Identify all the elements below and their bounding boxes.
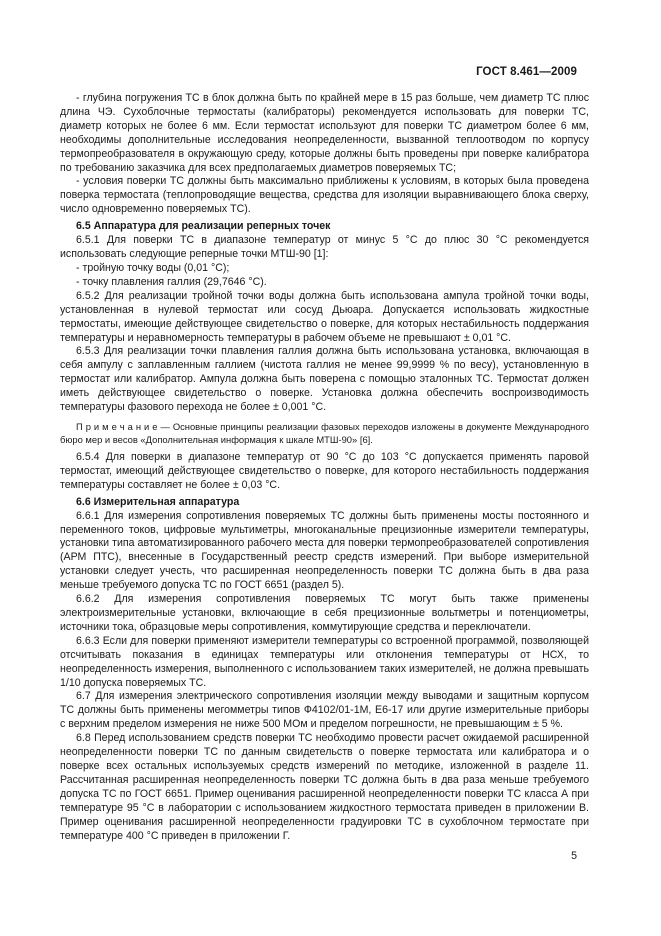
- note: П р и м е ч а н и е — Основные принципы реализации фазовых переходов изложены в документе Международного бюро мер и весов «Дополнительная информация к шкале МТШ-90» [6].: [60, 420, 589, 445]
- section-heading: 6.5 Аппаратура для реализации реперных точек: [76, 220, 331, 233]
- paragraph: 6.6.2 Для измерения сопротивления поверяемых ТС могут быть также применены электроизмерительные установки, включающие в себя прецизионные вольтметры и потенциометры, источники тока, образцовые меры сопротивления, коммутирующие средства и переключатели.: [60, 593, 589, 633]
- paragraph: 6.5.2 Для реализации тройной точки воды должна быть использована ампула тройной точки воды, установленная в нулевой термостат или сосуд Дьюара. Допускается использовать жидкостные термостаты, имеющие действующее свидетельство о поверке, для которых нестабильность поддержания температуры и неравномерность температуры в рабочем объеме не превышают ± 0,01 °С.: [60, 289, 589, 344]
- paragraph: 6.5.4 Для поверки в диапазоне температур от 90 °С до 103 °С допускается применять паровой термостат, имеющий действующее свидетельство о поверке, для которого нестабильность поддержания температуры составляет не более ± 0,03 °С.: [60, 450, 589, 491]
- document-body: [60, 92, 589, 843]
- paragraph: 6.5.3 Для реализации точки плавления галлия должна быть использована установка, включающая в себя ампулу с заплавленным галлием (чистота галлия не менее 99,9999 % по весу), установленную в термостат или калибратор. Ампула должна быть поверена с помощью эталонных ТС. Термостат должен иметь действующее свидетельство о поверке. Установка должна обеспечить воспроизводимость температуры фазового перехода не более ± 0,001 °С.: [60, 345, 589, 414]
- list-item: - тройную точку воды (0,01 °С);: [76, 261, 230, 274]
- page-number: 5: [571, 850, 577, 862]
- paragraph: 6.5.1 Для поверки ТС в диапазоне температур от минус 5 °С до плюс 30 °С рекомендуется использовать следующие реперные точки МТШ-90 [1]:: [60, 234, 589, 261]
- paragraph: 6.6.1 Для измерения сопротивления поверяемых ТС должны быть применены мосты постоянного и переменного токов, цифровые мультиметры, многоканальные прецизионные измерители температуры, установки типа автоматизированного рабочего места для поверки термопреобразователей сопротивления (АРМ ПТС), внесенные в Государственный реестр средств измерений. При выборе измерительной установки следует учесть, что расширенная неопределенность поверки ТС должна быть в два раза меньше требуемого допуска ТС по ГОСТ 6651 (раздел 5).: [60, 509, 589, 592]
- section-heading: 6.6 Измерительная аппаратура: [76, 495, 240, 508]
- paragraph: 6.6.3 Если для поверки применяют измерители температуры со встроенной программой, позволяющей отсчитывать показания в единицах температуры или отклонения температуры от НСХ, то неопределенность измерения, выполненного с использованием таких измерителей, не должна превышать 1/10 допуска поверяемых ТС.: [60, 634, 589, 689]
- paragraph: 6.8 Перед использованием средств поверки ТС необходимо провести расчет ожидаемой расширенной неопределенности поверки ТС по данным свидетельств о поверке термостата или калибратора и о поверке всех остальных используемых средств измерений по методике, изложенной в разделе 11. Рассчитанная расширенная неопределенность поверки ТС должна быть в два раза меньше требуемого допуска ТС по ГОСТ 6651. Пример оценивания расширенной неопределенности поверки ТС класса А при температуре 95 °С в лаборатории с использованием жидкостного термостата приведен в приложении В. Пример оценивания расширенной неопределенности градуировки ТС в сухоблочном термостате при температуре 400 °С приведен в приложении Г.: [60, 732, 589, 842]
- paragraph: - глубина погружения ТС в блок должна быть по крайней мере в 15 раз больше, чем диаметр ТС плюс длина ЧЭ. Сухоблочные термостаты (калибраторы) рекомендуется использовать для поверки ТС, диаметр которых не более 6 мм. Если термостат используют для поверки ТС диаметром более 6 мм, необходимы дополнительные исследования неопределенности, вызванной теплоотводом по корпусу термопреобразователя в окружающую среду, которые должны быть проведены при поверке калибратора по требованию заказчика для всех предполагаемых диаметров поверяемых ТС;: [60, 92, 589, 174]
- paragraph: 6.7 Для измерения электрического сопротивления изоляции между выводами и защитным корпусом ТС должны быть применены мегомметры типов Ф4102/01-1М, Е6-17 или другие измерительные приборы с верхним пределом измерения не ниже 500 МОм и пределом погрешности, не превышающим ± 5 %.: [60, 690, 589, 731]
- document-id: ГОСТ 8.461—2009: [476, 66, 577, 78]
- list-item: - точку плавления галлия (29,7646 °С).: [76, 275, 267, 288]
- paragraph: - условия поверки ТС должны быть максимально приближены к условиям, в которых была проведена поверка термостата (теплопроводящие вещества, средства для изоляции выравнивающего блока сверху, число одновременно поверяемых ТС).: [60, 175, 589, 216]
